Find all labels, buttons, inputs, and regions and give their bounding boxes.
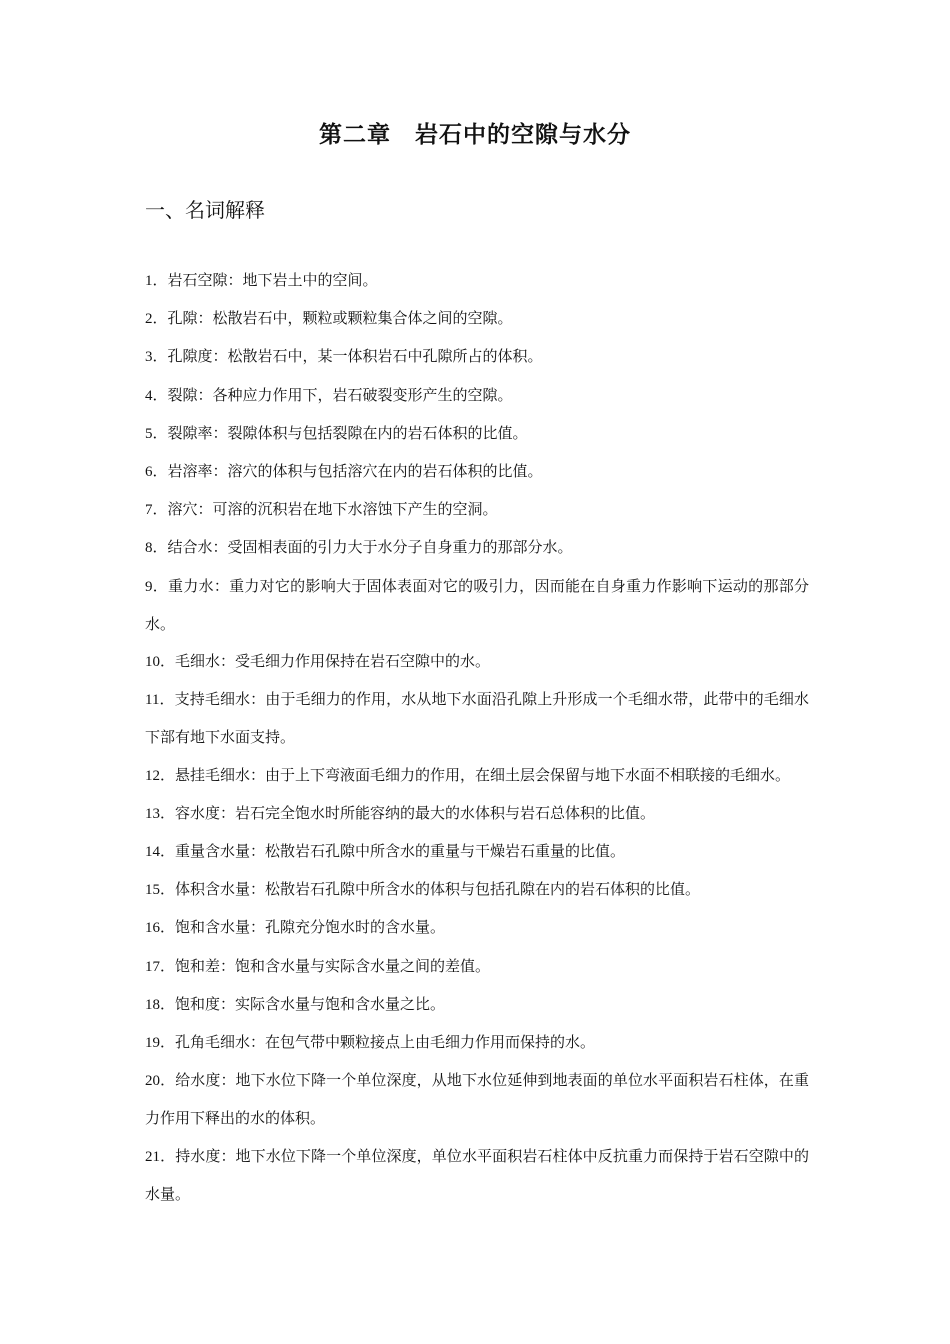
definition-item <box>145 757 809 795</box>
section-title: 一、名词解释 <box>145 198 265 222</box>
definition-item <box>145 415 809 453</box>
definition-text: 裂隙率：裂隙体积与包括裂隙在内的岩石体积的比值。 <box>167 423 528 442</box>
definition-item <box>145 986 809 1024</box>
definition-item <box>145 833 809 871</box>
definition-number: 5． <box>145 425 168 442</box>
definition-number: 7． <box>145 502 168 519</box>
definition-text: 容水度：岩石完全饱水时所能容纳的最大的水体积与岩石总体积的比值。 <box>175 803 656 822</box>
chapter-title: 第二章 岩石中的空隙与水分 <box>319 122 631 148</box>
definition-text: 悬挂毛细水：由于上下弯液面毛细力的作用，在细土层会保留与地下水面不相联接的毛细水。 <box>175 765 791 784</box>
definition-text: 结合水：受固相表面的引力大于水分子自身重力的那部分水。 <box>167 538 573 557</box>
definition-text: 重量含水量：松散岩石孔隙中所含水的重量与干燥岩石重量的比值。 <box>175 842 626 861</box>
definition-item <box>145 795 809 833</box>
definition-number: 10． <box>145 654 176 671</box>
definition-number: 4． <box>145 387 168 404</box>
definition-text: 饱和度：实际含水量与饱和含水量之比。 <box>175 994 446 1013</box>
definition-number: 14． <box>145 844 176 861</box>
definition-item <box>145 491 809 529</box>
definition-number: 8． <box>145 540 168 557</box>
definition-item <box>145 1062 809 1137</box>
definition-text: 重力水：重力对它的影响大于固体表面对它的吸引力，因而能在自身重力作影响下运动的那部分水。 <box>145 576 809 633</box>
definition-item <box>145 1138 809 1213</box>
definition-item <box>145 681 809 756</box>
definition-number: 6． <box>145 464 168 481</box>
definition-text: 给水度：地下水位下降一个单位深度，从地下水位延伸到地表面的单位水平面积岩石柱体，在重力作用下释出的水的体积。 <box>145 1071 809 1128</box>
definition-text: 溶穴：可溶的沉积岩在地下水溶蚀下产生的空洞。 <box>167 500 498 519</box>
definition-text: 裂隙：各种应力作用下，岩石破裂变形产生的空隙。 <box>167 385 513 404</box>
definition-number: 21． <box>145 1148 176 1165</box>
definition-item <box>145 338 809 376</box>
definition-list <box>145 262 809 1213</box>
definition-number: 1． <box>145 273 168 289</box>
definition-text: 岩溶率：溶穴的体积与包括溶穴在内的岩石体积的比值。 <box>167 462 543 481</box>
definition-text: 毛细水：受毛细力作用保持在岩石空隙中的水。 <box>175 652 491 671</box>
definition-text: 孔隙度：松散岩石中，某一体积岩石中孔隙所占的体积。 <box>167 347 543 366</box>
definition-item <box>145 1024 809 1062</box>
definition-text: 饱和含水量：孔隙充分饱水时的含水量。 <box>175 918 446 937</box>
definition-number: 15． <box>145 882 176 899</box>
definition-text: 体积含水量：松散岩石孔隙中所含水的体积与包括孔隙在内的岩石体积的比值。 <box>175 880 701 899</box>
definition-text: 支持毛细水：由于毛细力的作用，水从地下水面沿孔隙上升形成一个毛细水带，此带中的毛细水下部有地下水面支持。 <box>145 690 809 747</box>
definition-item <box>145 948 809 986</box>
definition-item <box>145 643 809 681</box>
definition-text: 岩石空隙：地下岩土中的空间。 <box>167 271 378 289</box>
definition-number: 3． <box>145 349 168 366</box>
definition-text: 饱和差：饱和含水量与实际含水量之间的差值。 <box>175 956 491 975</box>
definition-text: 孔隙：松散岩石中，颗粒或颗粒集合体之间的空隙。 <box>167 309 513 328</box>
definition-number: 17． <box>145 958 176 975</box>
definition-item <box>145 909 809 947</box>
definition-number: 2． <box>145 311 168 328</box>
definition-number: 20． <box>145 1073 176 1090</box>
definition-number: 11． <box>145 692 175 709</box>
definition-item <box>145 529 809 567</box>
definition-text: 孔角毛细水：在包气带中颗粒接点上由毛细力作用而保持的水。 <box>175 1033 596 1052</box>
definition-number: 12． <box>145 767 176 784</box>
definition-item <box>145 871 809 909</box>
definition-item <box>145 377 809 415</box>
definition-number: 13． <box>145 805 176 822</box>
definition-number: 18． <box>145 996 176 1013</box>
definition-item <box>145 262 809 300</box>
definition-text: 持水度：地下水位下降一个单位深度，单位水平面积岩石柱体中反抗重力而保持于岩石空隙中的水量。 <box>145 1146 809 1203</box>
definition-item <box>145 453 809 491</box>
definition-number: 19． <box>145 1035 176 1052</box>
definition-item <box>145 300 809 338</box>
definition-number: 16． <box>145 920 176 937</box>
definition-number: 9． <box>145 578 169 595</box>
definition-item <box>145 568 809 643</box>
